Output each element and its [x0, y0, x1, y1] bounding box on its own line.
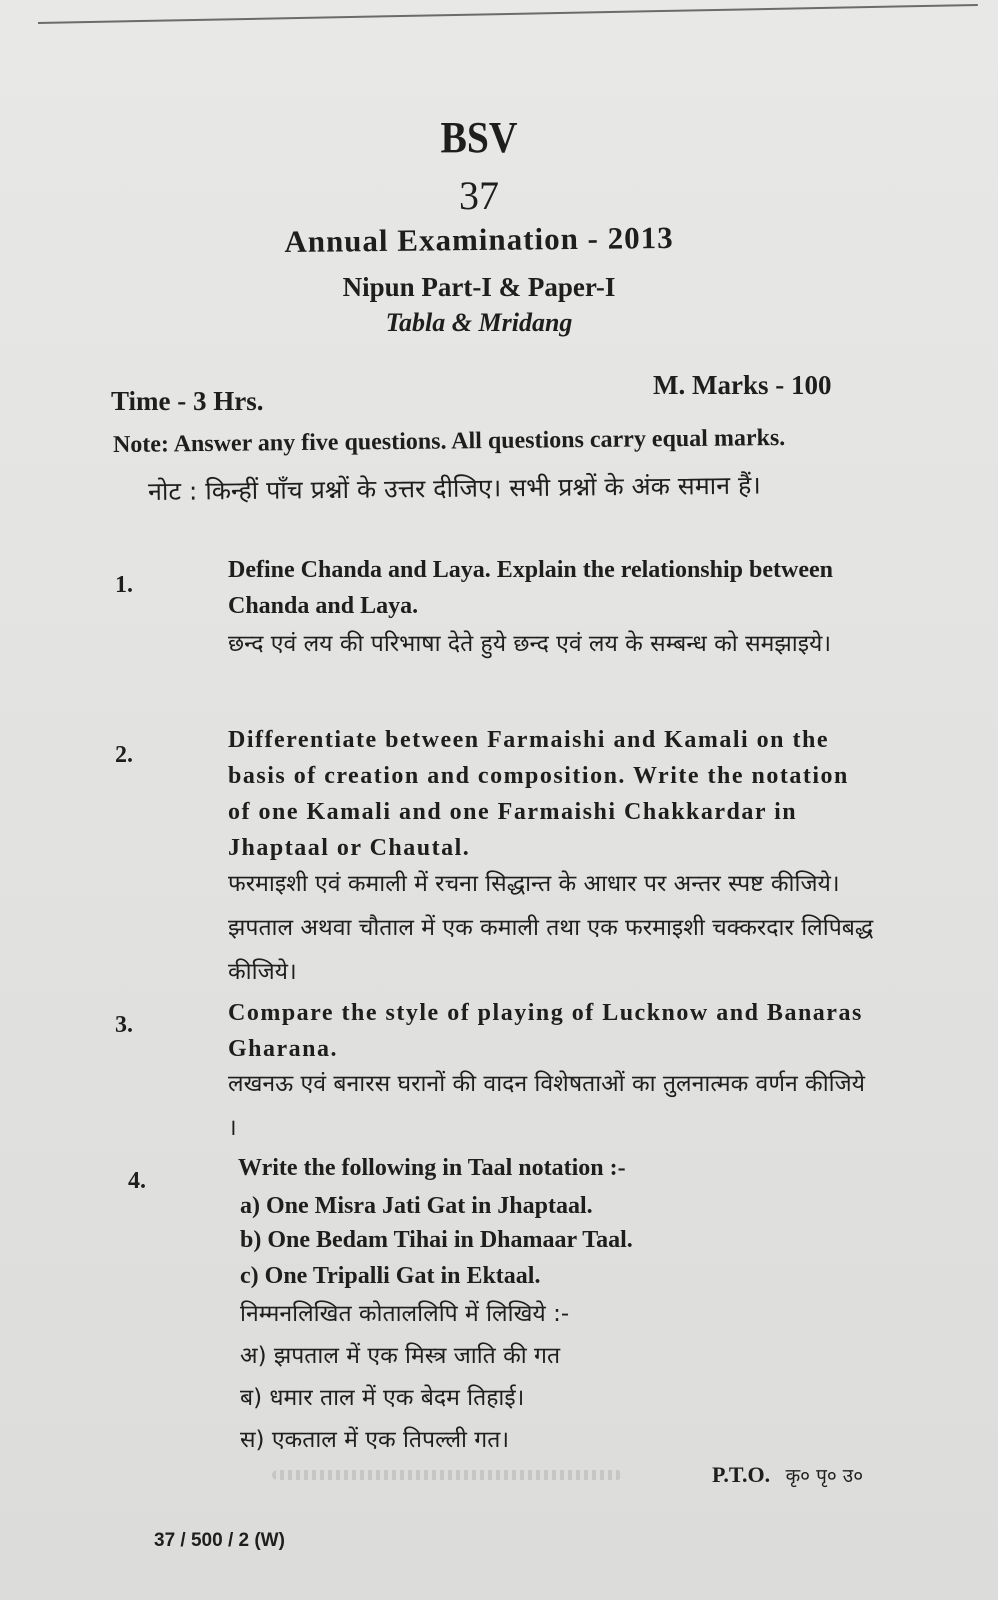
- sub-question-b: b) One Bedam Tihai in Dhamaar Taal.: [240, 1227, 633, 1253]
- question-number: 2.: [115, 742, 133, 768]
- question-english: Differentiate between Farmaishi and Kamali on the basis of creation and composition. Write the notation of one Kamali and one Farmaishi Chakkardar in Jhaptaal or Chautal.: [228, 727, 849, 861]
- sub-question-c: c) One Tripalli Gat in Ektaal.: [240, 1263, 541, 1289]
- sub-question-hindi-b: ब) धमार ताल में एक बेदम तिहाई।: [240, 1385, 525, 1411]
- top-rule-divider: [38, 4, 978, 24]
- sub-question-hindi-c: स) एकताल में एक तिपल्ली गत।: [240, 1427, 510, 1453]
- paper-subject: Tabla & Mridang: [385, 308, 573, 337]
- note-english: Note: Answer any five questions. All questions carry equal marks.: [112, 424, 786, 458]
- paper-code: BSV: [440, 113, 518, 162]
- question-number: 4.: [128, 1168, 146, 1194]
- please-turn-over: [712, 1462, 863, 1488]
- question-hindi: लखनऊ एवं बनारस घरानों की वादन विशेषताओं का तुलनात्मक वर्णन कीजिये ।: [228, 1071, 866, 1141]
- question-number: 1.: [115, 572, 133, 598]
- note-hindi: नोट : किन्हीं पाँच प्रश्नों के उत्तर दीजिए। सभी प्रश्नों के अंक समान हैं।: [147, 470, 761, 506]
- pto-hindi: कृ० पृ० उ०: [785, 1465, 864, 1487]
- paper-part: Nipun Part-I & Paper-I: [342, 272, 616, 302]
- end-ornament-divider: [272, 1470, 622, 1480]
- question-hindi: निम्मनलिखित कोताललिपि में लिखिये :-: [240, 1301, 570, 1327]
- question-english: Define Chanda and Laya. Explain the relationship between Chanda and Laya.: [228, 557, 833, 619]
- sub-question-hindi-a: अ) झपताल में एक मिस्त्र जाति की गत: [240, 1343, 561, 1369]
- paper-number: 37: [459, 173, 499, 218]
- question-hindi: फरमाइशी एवं कमाली में रचना सिद्धान्त के आधार पर अन्तर स्पष्ट कीजिये। झपताल अथवा चौताल में एक कमाली तथा एक फरमाइशी चक्करदार लिपिबद्ध कीजिये।: [228, 871, 874, 985]
- question-english: Write the following in Taal notation :-: [238, 1155, 626, 1181]
- question-number: 3.: [115, 1012, 133, 1038]
- time-allowed: Time - 3 Hrs.: [111, 386, 264, 416]
- question-hindi: छन्द एवं लय की परिभाषा देते हुये छन्द एवं लय के सम्बन्ध को समझाइये।: [228, 631, 832, 657]
- exam-title: Annual Examination - 2013: [284, 219, 674, 260]
- pto-english: P.T.O.: [712, 1462, 771, 1487]
- sub-question-a: a) One Misra Jati Gat in Jhaptaal.: [240, 1193, 593, 1219]
- print-code: 37 / 500 / 2 (W): [154, 1530, 285, 1551]
- max-marks: M. Marks - 100: [653, 370, 832, 400]
- question-english: Compare the style of playing of Lucknow and Banaras Gharana.: [228, 1000, 863, 1062]
